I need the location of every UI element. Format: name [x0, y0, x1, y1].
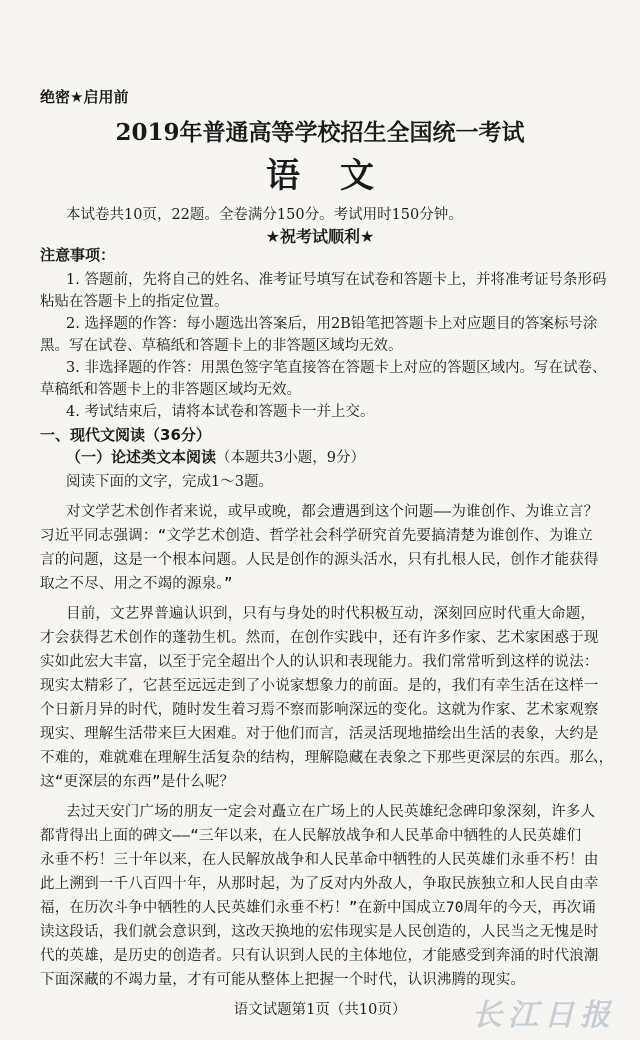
passage-line: 此上溯到一千八百四十年，从那时起，为了反对内外敌人，争取民族独立和人民自由幸 — [40, 876, 599, 892]
notes-heading: 注意事项： — [40, 246, 116, 264]
exam-title: 2019年普通高等学校招生全国统一考试 — [115, 119, 525, 146]
confidential-label: 绝密★启用前 — [40, 88, 129, 106]
subsection-note: （本题共3小题，9分） — [216, 450, 365, 466]
note-line: 2. 选择题的作答：每小题选出答案后，用2B铅笔把答题卡上对应题目的答案标号涂 — [66, 316, 598, 332]
newspaper-watermark-logo: 长江日报 — [472, 998, 616, 1033]
page-footer: 语文试题第1页（共10页） — [233, 1002, 407, 1018]
note-line: 4. 考试结束后，请将本试卷和答题卡一并上交。 — [66, 404, 375, 420]
passage-line: 不难的，难就难在理解生活复杂的结构，理解隐藏在表象之下那些更深层的东西。那么， — [40, 750, 614, 766]
subsection-heading — [66, 446, 365, 467]
passage-line: 言的问题，这是一个根本问题。人民是创作的源头活水，只有扎根人民，创作才能获得 — [40, 552, 599, 568]
good-luck-banner: ★祝考试顺利★ — [265, 227, 375, 246]
subsection-title: （一）论述类文本阅读 — [66, 448, 217, 466]
note-line: 粘贴在答题卡上的指定位置。 — [40, 294, 229, 310]
passage-line: 现实太精彩了，它甚至远远走到了小说家想象力的前面。是的，我们有幸生活在这样一 — [40, 678, 599, 694]
passage-line: 都背得出上面的碑文——“三年以来，在人民解放战争和人民革命中牺牲的人民英雄们 — [40, 828, 582, 844]
passage-line: 去过天安门广场的朋友一定会对矗立在广场上的人民英雄纪念碑印象深刻，许多人 — [66, 804, 596, 820]
passage-line: 下面深藏的不竭力量，才有可能从整体上把握一个时代，认识沸腾的现实。 — [40, 972, 526, 988]
passage-line: 代的英雄，是历史的创造者。只有认识到人民的主体地位，才能感受到奔涌的时代浪潮 — [40, 948, 599, 964]
note-line: 3. 非选择题的作答：用黑色签字笔直接答在答题卡上对应的答题区域内。写在试卷、 — [66, 360, 607, 376]
passage-line: 对文学艺术创作者来说，或早或晚，都会遭遇到这个问题——为谁创作、为谁立言？ — [66, 504, 599, 520]
passage-line: 永垂不朽！三十年以来，在人民解放战争和人民革命中牺牲的人民英雄们永垂不朽！由 — [40, 852, 599, 868]
reading-instruction: 阅读下面的文字，完成1～3题。 — [66, 474, 273, 490]
section-heading: 一、现代文阅读（36分） — [40, 426, 211, 444]
note-line: 黑。写在试卷、草稿纸和答题卡上的非答题区域均无效。 — [40, 338, 403, 354]
passage-line: 才会获得艺术创作的蓬勃生机。然而，在创作实践中，还有许多作家、艺术家困惑于现 — [40, 630, 599, 646]
passage-line: 个日新月异的时代，随时发生着习焉不察而影响深远的变化。这就为作家、艺术家观察 — [40, 702, 599, 718]
exam-info: 本试卷共10页，22题。全卷满分150分。考试用时150分钟。 — [66, 207, 463, 223]
passage-line: 习近平同志强调：“文学艺术创造、哲学社会科学研究首先要搞清楚为谁创作、为谁立 — [40, 528, 593, 544]
subject-title: 语文 — [266, 156, 414, 196]
passage-line: 这“更深层的东西”是什么呢？ — [40, 774, 235, 790]
passage-line: 取之不尽、用之不竭的源泉。” — [40, 576, 233, 592]
passage-line: 读这段话，我们就会意识到，这改天换地的宏伟现实是人民创造的，人民当之无愧是时 — [40, 924, 599, 940]
note-line: 1. 答题前，先将自己的姓名、准考证号填写在试卷和答题卡上，并将准考证号条形码 — [66, 272, 607, 288]
note-line: 草稿纸和答题卡上的非答题区域均无效。 — [40, 382, 301, 398]
passage-line: 福，在历次斗争中牺牲的人民英雄们永垂不朽！”在新中国成立70周年的今天，再次诵 — [40, 900, 596, 916]
passage-line: 现实、理解生活带来巨大困难。对于他们而言，活灵活现地描绘出生活的表象，大约是 — [40, 726, 599, 742]
passage-line: 目前，文艺界普遍认识到，只有与身处的时代积极互动，深刻回应时代重大命题， — [66, 606, 596, 622]
passage-line: 实如此宏大丰富，以至于完全超出个人的认识和表现能力。我们常常听到这样的说法： — [40, 654, 599, 670]
